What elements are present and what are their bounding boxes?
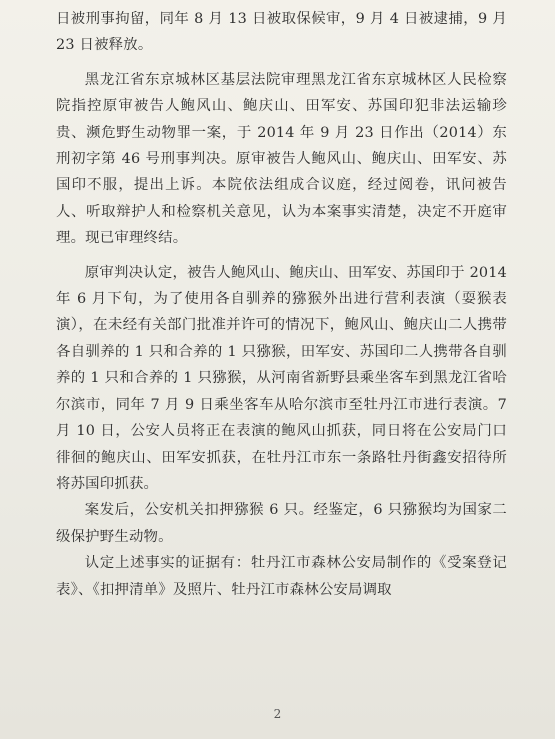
paragraph-original-findings: 原审判决认定，被告人鲍风山、鲍庆山、田军安、苏国印于 2014 年 6 月下旬，为了使用各自驯养的猕猴外出进行营利表演（耍猴表演），在未经有关部门批准并许可的情况下，鲍风山、鲍庆山二人携带各自驯养的 1 只和合养的 1 只猕猴，田军安、苏国印二人携带各自驯养的 1 只和合养的 1 只猕猴，从河南省新野县乘坐客车到黑龙江省哈尔滨市，同年 7 月 9 日乘坐客车从哈尔滨市至牡丹江市进行表演。7 月 10 日，公安人员将正在表演的鲍风山抓获，同日将在公安局门口徘徊的鲍庆山、田军安抓获，在牡丹江市东一条路牡丹街鑫安招待所将苏国印抓获。: [56, 264, 507, 492]
paragraph-evidence: 认定上述事实的证据有：牡丹江市森林公安局制作的《受案登记表》、《扣押清单》及照片、牡丹江市森林公安局调取: [56, 555, 507, 598]
paragraph-detention-status: 日被刑事拘留，同年 8 月 13 日被取保候审，9 月 4 日被逮捕，9 月 23 日被释放。: [56, 11, 507, 54]
page-number: 2: [273, 707, 282, 721]
paragraph-seizure: 案发后，公安机关扣押猕猴 6 只。经鉴定，6 只猕猴均为国家二级保护野生动物。: [56, 502, 507, 545]
paragraph-case-history: 黑龙江省东京城林区基层法院审理黑龙江省东京城林区人民检察院指控原审被告人鲍风山、鲍庆山、田军安、苏国印犯非法运输珍贵、濒危野生动物罪一案，于 2014 年 9 月 23 日作出（2014）东刑初字第 46 号刑事判决。原审被告人鲍风山、鲍庆山、田军安、苏国印不服，提出上诉。本院依法组成合议庭，经过阅卷，讯问被告人、听取辩护人和检察机关意见，认为本案事实清楚，决定不开庭审理。现已审理终结。: [56, 71, 507, 247]
